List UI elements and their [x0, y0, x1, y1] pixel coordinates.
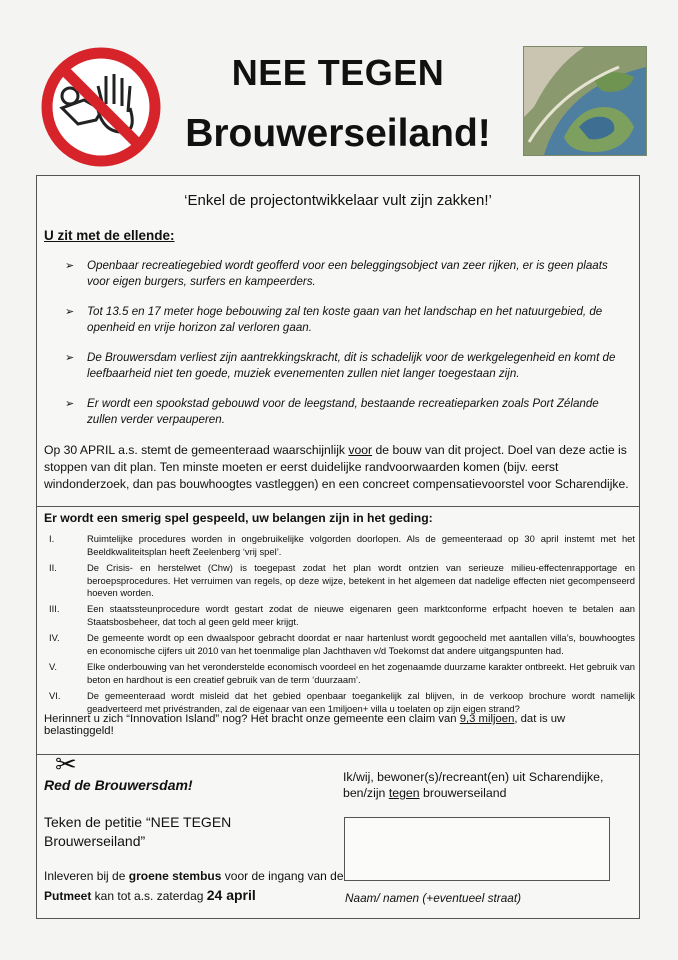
list-item: ➢ Openbaar recreatiegebied wordt geofferd voor een beleggingsobject van zeer rijken, er is geen plaats voor eigen burgers, surfers en kampeerders.	[65, 259, 608, 288]
quote: ‘Enkel de projectontwikkelaar vult zijn zakken!’	[184, 192, 492, 209]
page-header	[0, 0, 678, 172]
arrow-bullet-icon: ➢	[65, 352, 75, 364]
list-item: II. De Crisis- en herstelwet (Chw) is toegepast zodat het plan wordt ontzien van serieuze milieu-effectenrapportage en beroepsprocedures. Het verruimen van regels, op deze wijze, betekent in het algemeen dat nadelige effecten niet gecompenseerd hoeven worden.	[49, 561, 635, 599]
ellende-list	[65, 258, 631, 442]
petition-section	[37, 749, 639, 918]
vote-paragraph: Op 30 APRIL a.s. stemt de gemeenteraad waarschijnlijk voor de bouw van dit project. Doel van deze actie is stoppen van dit plan. Ten minste moeten er eerst duidelijke randvoorwaarden komen (bijv. eerst windonderzoek, dan pas bouwhoogtes vastleggen) en een concreet compensatievoorstel voor Scharendijke.	[44, 443, 629, 491]
innovation-island-paragraph: Herinnert u zich “Innovation Island” nog? Het bracht onze gemeente een claim van 9,3 miljoen, dat is uw belastinggeld!	[44, 713, 566, 737]
ellende-heading: U zit met de ellende:	[44, 228, 175, 243]
list-item: ➢ Tot 13.5 en 17 meter hoge bebouwing zal ten koste gaan van het landschap en het natuurgebied, de openheid en vrije horizon zal verloren gaan.	[65, 305, 603, 334]
red-de-brouwersdam-heading: Red de Brouwersdam!	[44, 777, 193, 793]
list-item: III. Een staatssteunprocedure wordt gestart zodat de nieuwe eigenaren geen marktconforme erfpacht hoeven te betalen aan Staatsbosbeheer, dat toch al geen geld meer krijgt.	[49, 603, 635, 628]
list-item: V. Elke onderbouwing van het veronderstelde economisch voordeel en het zogenaamde duurzame karakter ontbreekt. Het gebruik van beton en hardhout is een creatief gebruik van de term ‘duurzaam’.	[49, 660, 635, 685]
petition-text: Teken de petitie “NEE TEGEN Brouwerseiland”	[44, 814, 232, 849]
list-item: ➢ De Brouwersdam verliest zijn aantrekkingskracht, dit is schadelijk voor de werkgelegenheid en komt de leefbaarheid niet ten goede, muziek evenementen zullen niet langer toegestaan zijn.	[65, 351, 616, 380]
delivery-text: Inleveren bij de groene stembus voor de ingang van de Putmeet kan tot a.s. zaterdag 24 april	[44, 869, 344, 903]
signature-box[interactable]	[344, 817, 610, 881]
spel-section	[37, 507, 639, 755]
arrow-bullet-icon: ➢	[65, 306, 75, 318]
island-map-thumbnail	[523, 46, 647, 156]
list-item: IV. De gemeente wordt op een dwaalspoor gebracht doordat er naar hartenlust wordt gegoocheld met aantallen villa’s, bouwhoogtes en economische cijfers uit 2010 van het toenmalige plan Jachthaven v/d Toekomst dat andere uitgangspunten had.	[49, 632, 635, 656]
page-title-line2: Brouwerseiland!	[185, 112, 491, 155]
no-entry-hand-icon	[40, 46, 162, 168]
page-title-line1: NEE TEGEN	[231, 52, 445, 93]
list-item: I. Ruimtelijke procedures worden in ongebruikelijke volgorden doorlopen. Als de gemeenteraad op 30 april instemt met het Beeldkwaliteitsplan heeft Zeelenberg ‘vrij spel’.	[49, 533, 635, 557]
spel-heading: Er wordt een smerig spel gespeeld, uw belangen zijn in het geding:	[44, 511, 433, 525]
flyer-frame	[36, 175, 640, 919]
declaration-text: Ik/wij, bewoner(s)/recreant(en) uit Scharendijke, ben/zijn tegen brouwerseiland	[343, 770, 604, 800]
scissors-icon: ✂	[55, 749, 77, 779]
arrow-bullet-icon: ➢	[65, 260, 75, 272]
list-item: ➢ Er wordt een spookstad gebouwd voor de leegstand, bestaande recreatieparken zoals Port Zélande zullen verder verpauperen.	[65, 397, 599, 426]
spel-list	[49, 533, 635, 718]
intro-section	[37, 176, 639, 507]
signature-label: Naam/ namen (+eventueel straat)	[345, 891, 522, 905]
arrow-bullet-icon: ➢	[65, 398, 75, 410]
list-item: VI. De gemeenteraad wordt misleid dat het gebied openbaar toegankelijk zal blijven, in de verkoop brochure wordt namelijk geadverteerd met privéstranden, zal de eigenaar van een 1miljoen+ villa u toelaten op zijn eigen strand?	[49, 689, 635, 714]
